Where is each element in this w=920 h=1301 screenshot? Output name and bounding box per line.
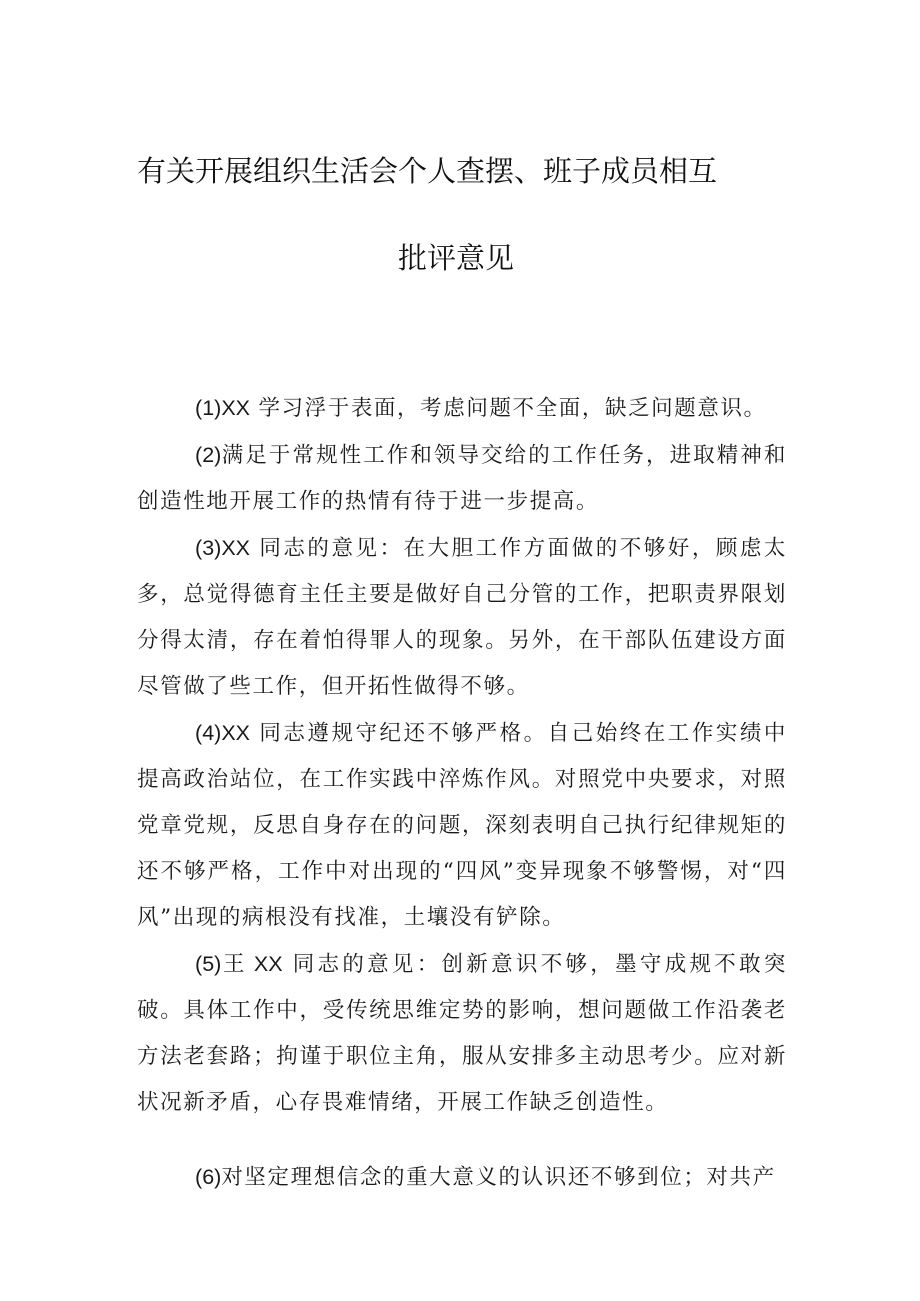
paragraph-text: 对坚定理想信念的重大意义的认识还不够到位；对共产 [221,1165,776,1190]
paragraph-marker: (3)XX [195,536,251,560]
paragraph-6 [137,1154,787,1201]
paragraph-text: 同志的意见：创新意识不够，墨守成规不敢突破。具体工作中，受传统思维定势的影响，想问题做工作沿袭老方法老套路；拘谨于职位主角，服从安排多主动思考少。应对新状况新矛盾，心存畏难情绪，开展工作缺乏创造性。 [137,952,787,1115]
paragraph-text: 同志的意见：在大胆工作方面做的不够好，顾虑太多，总觉得德育主任主要是做好自己分管的工作，把职责界限划分得太清，存在着怕得罪人的现象。另外，在干部队伍建设方面尽管做了些工作，但开拓性做得不够。 [137,536,787,699]
paragraph-marker: (6) [195,1165,222,1189]
document-title-line-2: 批评意见 [398,241,515,275]
paragraph-2 [137,432,787,525]
paragraph-text: 学习浮于表面，考虑问题不全面，缺乏问题意识。 [258,396,767,421]
paragraph-3 [137,525,787,710]
paragraph-text: 同志遵规守纪还不够严格。自己始终在工作实绩中提高政治站位，在工作实践中淬炼作风。对照党中央要求，对照党章党规，反思自身存在的问题，深刻表明自己执行纪律规矩的还不够严格，工作中对出现的“四风”变异现象不够警惕，对“四风”出现的病根没有找准，土壤没有铲除。 [137,721,787,930]
paragraph-text: 满足于常规性工作和领导交给的工作任务，进取精神和创造性地开展工作的热情有待于进一步提高。 [137,443,787,514]
paragraph-marker: (5)王 XX [195,952,283,976]
document-body [137,385,787,1201]
paragraph-4 [137,710,787,941]
paragraph-marker: (2) [195,443,222,467]
paragraph-5 [137,941,787,1126]
paragraph-1 [137,385,787,432]
paragraph-marker: (1)XX [195,396,251,420]
document-title-line-1: 有关开展组织生活会个人查摆、班子成员相互 [137,154,718,188]
paragraph-marker: (4)XX [195,721,251,745]
